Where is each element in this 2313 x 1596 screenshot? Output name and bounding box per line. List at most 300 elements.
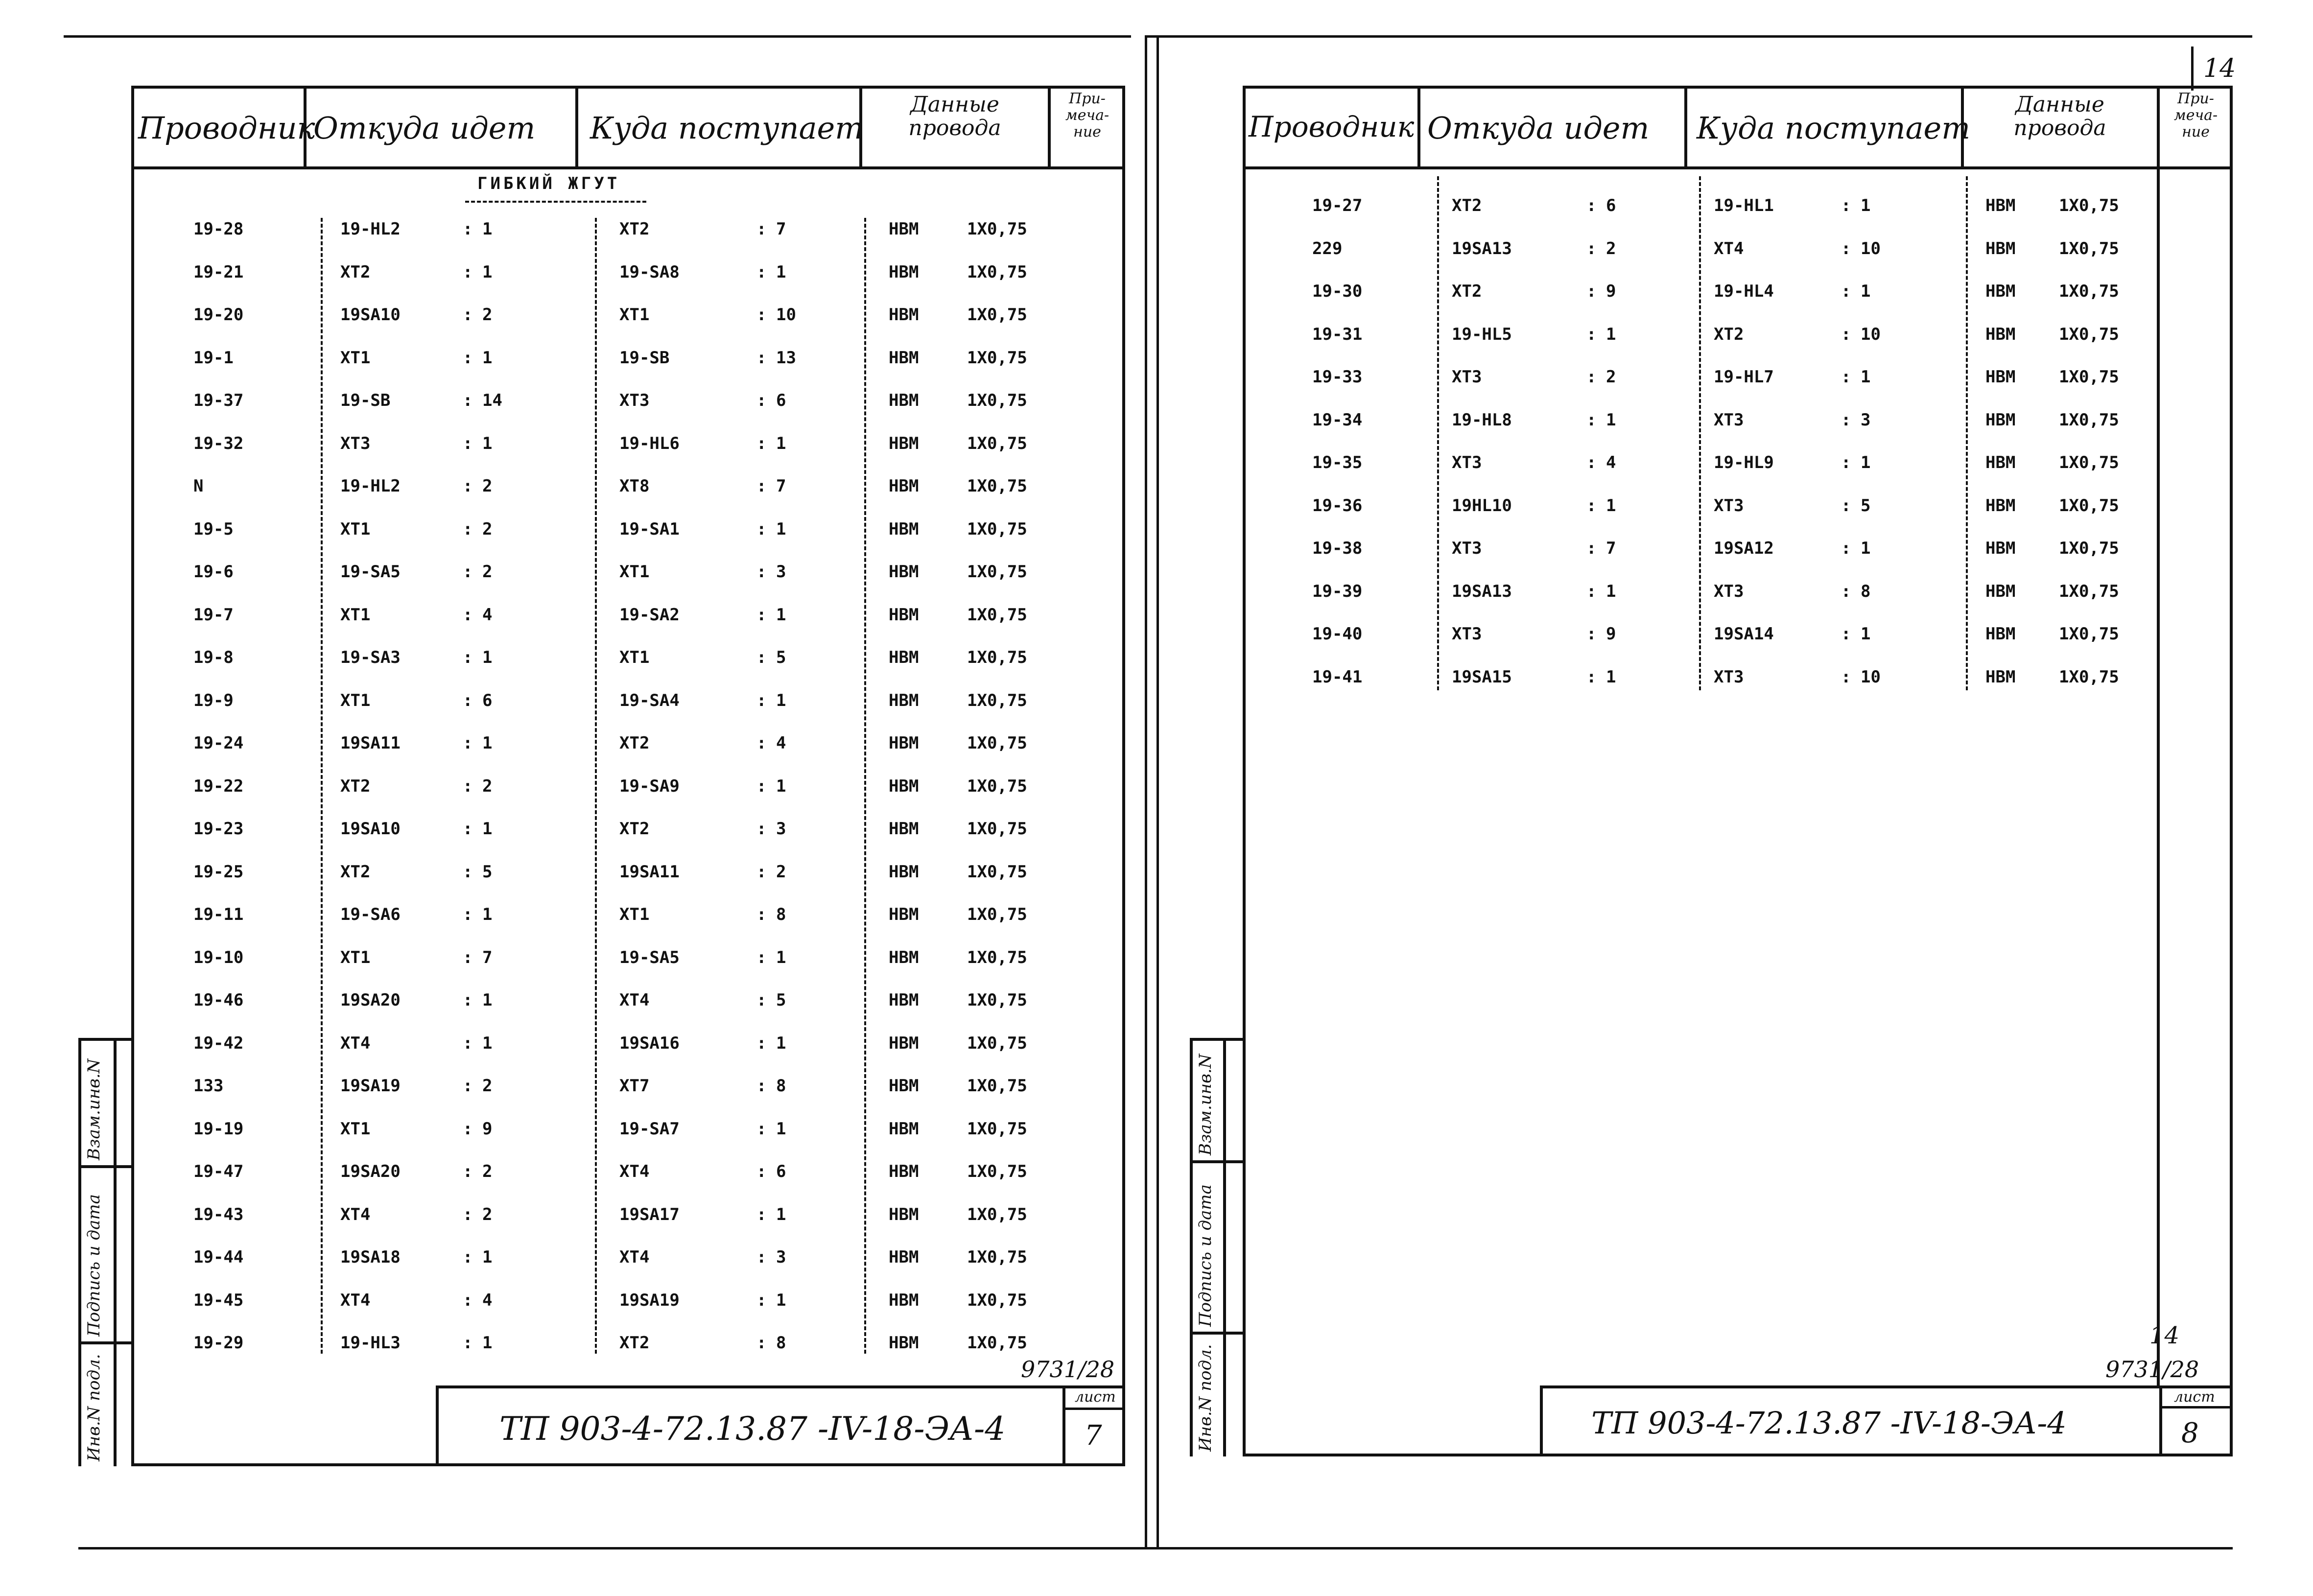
- from-terminal: 2: [482, 1076, 493, 1096]
- terminal-colon: :: [1841, 282, 1851, 301]
- from-device: XT3: [1452, 624, 1482, 644]
- terminal-colon: :: [756, 1033, 767, 1053]
- wire-type: НВМ: [889, 519, 919, 539]
- terminal-colon: :: [1586, 624, 1597, 644]
- bottom-edge-line: [78, 1547, 2233, 1549]
- to-terminal: 1: [1861, 367, 1871, 387]
- right-header-data: [1964, 93, 2155, 140]
- to-terminal: 10: [776, 305, 796, 325]
- wire-type: НВМ: [889, 947, 919, 967]
- terminal-colon: :: [1841, 367, 1851, 387]
- header-note-line-3: ние: [1073, 123, 1101, 141]
- to-terminal: 5: [776, 990, 786, 1010]
- from-terminal: 2: [1606, 367, 1616, 387]
- from-terminal: 2: [482, 1204, 493, 1224]
- header-note-line-1: При-: [2177, 90, 2214, 107]
- right-side-label-sign: Подпись и дата: [1196, 1184, 1215, 1327]
- wire-type: НВМ: [1985, 410, 2016, 430]
- wire-type: НВМ: [889, 305, 919, 325]
- to-terminal: 4: [776, 733, 786, 753]
- from-device: XT2: [340, 776, 371, 796]
- terminal-colon: :: [756, 947, 767, 967]
- wire-id: 19-38: [1312, 539, 1363, 558]
- from-terminal: 4: [482, 1290, 493, 1310]
- wire-size: 1X0,75: [967, 776, 1027, 796]
- wire-id: 19-22: [193, 776, 244, 796]
- from-terminal: 1: [1606, 495, 1616, 516]
- terminal-colon: :: [463, 1162, 473, 1181]
- wire-size: 1X0,75: [2059, 539, 2119, 558]
- from-terminal: 5: [482, 862, 493, 882]
- header-data-line-1: Данные: [2015, 92, 2104, 117]
- to-device: 19-HL9: [1714, 453, 1774, 472]
- to-terminal: 1: [776, 1033, 786, 1053]
- wire-type: НВМ: [889, 690, 919, 710]
- terminal-colon: :: [756, 1162, 767, 1181]
- to-terminal: 3: [776, 562, 786, 582]
- terminal-colon: :: [1586, 539, 1597, 558]
- terminal-colon: :: [463, 1204, 473, 1224]
- from-terminal: 9: [482, 1119, 493, 1139]
- from-terminal: 1: [482, 1033, 493, 1053]
- wire-size: 1X0,75: [967, 391, 1027, 410]
- right-header-conductor: Проводник: [1249, 110, 1415, 143]
- left-col-rule-4: [1048, 86, 1051, 166]
- from-device: XT1: [340, 348, 371, 368]
- from-device: 19-HL2: [340, 476, 401, 496]
- terminal-colon: :: [756, 776, 767, 796]
- wire-size: 1X0,75: [967, 1162, 1027, 1181]
- terminal-colon: :: [463, 605, 473, 625]
- terminal-colon: :: [463, 905, 473, 924]
- terminal-colon: :: [756, 990, 767, 1010]
- to-terminal: 5: [776, 648, 786, 667]
- terminal-colon: :: [463, 733, 473, 753]
- to-terminal: 1: [776, 1119, 786, 1139]
- terminal-colon: :: [463, 862, 473, 882]
- wire-type: НВМ: [889, 1247, 919, 1267]
- wire-id: 19-28: [193, 219, 244, 239]
- from-terminal: 1: [482, 733, 493, 753]
- wire-id: 19-47: [193, 1162, 244, 1181]
- left-sep-to: [595, 218, 597, 1354]
- right-sheet-label: лист: [2174, 1388, 2215, 1406]
- to-device: 19SA16: [619, 1033, 680, 1053]
- terminal-colon: :: [463, 1333, 473, 1353]
- right-col-rule-1: [1417, 86, 1420, 166]
- wire-type: НВМ: [889, 391, 919, 410]
- wire-id: 19-23: [193, 819, 244, 839]
- to-terminal: 1: [1861, 539, 1871, 558]
- wire-id: 19-24: [193, 733, 244, 753]
- wire-id: 19-6: [193, 562, 234, 582]
- to-terminal: 1: [776, 1290, 786, 1310]
- wire-size: 1X0,75: [967, 605, 1027, 625]
- to-terminal: 1: [776, 947, 786, 967]
- to-terminal: 2: [776, 862, 786, 882]
- left-side-label-replace: Взам.инв.N: [84, 1058, 104, 1160]
- terminal-colon: :: [463, 262, 473, 282]
- header-note-line-2: меча-: [1065, 107, 1109, 124]
- terminal-colon: :: [463, 562, 473, 582]
- wire-type: НВМ: [1985, 196, 2016, 215]
- right-strip-top: [1190, 1038, 1244, 1041]
- left-strip-div-1: [78, 1165, 132, 1168]
- to-device: XT7: [619, 1076, 650, 1096]
- wire-type: НВМ: [889, 819, 919, 839]
- from-device: 19SA15: [1452, 667, 1512, 687]
- terminal-colon: :: [756, 862, 767, 882]
- terminal-colon: :: [756, 305, 767, 325]
- from-terminal: 1: [482, 648, 493, 667]
- terminal-colon: :: [1841, 238, 1851, 258]
- from-device: 19-SA5: [340, 562, 401, 582]
- to-device: XT3: [619, 391, 650, 410]
- to-device: XT4: [619, 1247, 650, 1267]
- to-device: XT3: [1714, 410, 1744, 430]
- terminal-colon: :: [463, 1076, 473, 1096]
- terminal-colon: :: [463, 690, 473, 710]
- wire-type: НВМ: [1985, 453, 2016, 472]
- right-strip-rule: [1223, 1038, 1226, 1456]
- to-device: 19-SA9: [619, 776, 680, 796]
- wire-id: 19-5: [193, 519, 234, 539]
- terminal-colon: :: [463, 776, 473, 796]
- to-device: 19-SB: [619, 348, 670, 368]
- to-device: 19SA17: [619, 1204, 680, 1224]
- wire-size: 1X0,75: [967, 947, 1027, 967]
- right-side-label-inv: Инв.N подл.: [1196, 1344, 1215, 1452]
- from-device: 19SA20: [340, 990, 401, 1010]
- to-terminal: 10: [1861, 667, 1881, 687]
- wire-type: НВМ: [1985, 539, 2016, 558]
- terminal-colon: :: [756, 219, 767, 239]
- wire-type: НВМ: [889, 733, 919, 753]
- from-terminal: 2: [482, 1162, 493, 1181]
- to-terminal: 3: [776, 819, 786, 839]
- wire-size: 1X0,75: [967, 690, 1027, 710]
- left-strip-div-2: [78, 1341, 132, 1344]
- from-terminal: 4: [1606, 453, 1616, 472]
- wire-size: 1X0,75: [967, 990, 1027, 1010]
- from-device: XT2: [340, 862, 371, 882]
- from-device: 19SA11: [340, 733, 401, 753]
- to-device: XT2: [619, 819, 650, 839]
- wire-size: 1X0,75: [967, 1290, 1027, 1310]
- to-device: XT4: [619, 990, 650, 1010]
- right-sep-data: [1966, 176, 1968, 690]
- wire-type: НВМ: [889, 562, 919, 582]
- from-terminal: 2: [482, 776, 493, 796]
- wire-type: НВМ: [1985, 581, 2016, 601]
- left-sep-from: [321, 218, 323, 1354]
- to-terminal: 10: [1861, 324, 1881, 344]
- from-device: 19SA19: [340, 1076, 401, 1096]
- to-terminal: 1: [776, 262, 786, 282]
- from-terminal: 6: [482, 690, 493, 710]
- to-device: 19SA12: [1714, 539, 1774, 558]
- wire-size: 1X0,75: [967, 1247, 1027, 1267]
- wire-size: 1X0,75: [967, 433, 1027, 453]
- wire-type: НВМ: [1985, 282, 2016, 301]
- terminal-colon: :: [756, 476, 767, 496]
- right-col-rule-4: [2157, 86, 2160, 166]
- from-terminal: 2: [482, 562, 493, 582]
- right-side-label-replace: Взам.инв.N: [1196, 1054, 1215, 1155]
- wire-id: 19-8: [193, 648, 234, 667]
- to-device: 19SA19: [619, 1290, 680, 1310]
- from-terminal: 1: [482, 1247, 493, 1267]
- to-device: XT4: [619, 1162, 650, 1181]
- terminal-colon: :: [463, 391, 473, 410]
- from-terminal: 7: [1606, 539, 1616, 558]
- terminal-colon: :: [756, 433, 767, 453]
- to-terminal: 8: [776, 1076, 786, 1096]
- terminal-colon: :: [756, 519, 767, 539]
- wire-size: 1X0,75: [967, 819, 1027, 839]
- wire-id: 19-29: [193, 1333, 244, 1353]
- to-terminal: 1: [1861, 624, 1871, 644]
- from-device: XT2: [340, 262, 371, 282]
- terminal-colon: :: [756, 1076, 767, 1096]
- from-device: XT1: [340, 690, 371, 710]
- right-header-rule: [1243, 166, 2233, 169]
- wire-type: НВМ: [889, 648, 919, 667]
- wire-id: 19-20: [193, 305, 244, 325]
- wire-type: НВМ: [1985, 324, 2016, 344]
- wire-size: 1X0,75: [2059, 495, 2119, 516]
- wire-type: НВМ: [889, 905, 919, 924]
- wire-size: 1X0,75: [967, 562, 1027, 582]
- wire-id: 19-10: [193, 947, 244, 967]
- right-handwritten-mark: 14: [2149, 1322, 2180, 1349]
- from-device: XT1: [340, 605, 371, 625]
- from-device: 19SA18: [340, 1247, 401, 1267]
- terminal-colon: :: [463, 348, 473, 368]
- wire-id: 19-21: [193, 262, 244, 282]
- from-terminal: 1: [1606, 324, 1616, 344]
- terminal-colon: :: [756, 562, 767, 582]
- from-terminal: 1: [482, 1333, 493, 1353]
- group-title: ГИБКИЙ ЖГУТ: [477, 174, 620, 193]
- wire-size: 1X0,75: [967, 348, 1027, 368]
- from-terminal: 9: [1606, 282, 1616, 301]
- to-device: 19-HL1: [1714, 196, 1774, 215]
- wire-size: 1X0,75: [967, 905, 1027, 924]
- terminal-colon: :: [1841, 410, 1851, 430]
- to-device: XT8: [619, 476, 650, 496]
- wire-size: 1X0,75: [967, 1033, 1027, 1053]
- terminal-colon: :: [463, 1290, 473, 1310]
- to-device: 19-SA2: [619, 605, 680, 625]
- to-terminal: 1: [776, 519, 786, 539]
- terminal-colon: :: [756, 819, 767, 839]
- wire-id: 19-39: [1312, 581, 1363, 601]
- terminal-colon: :: [756, 1119, 767, 1139]
- from-terminal: 6: [1606, 196, 1616, 215]
- wire-type: НВМ: [889, 605, 919, 625]
- wire-size: 1X0,75: [2059, 581, 2119, 601]
- wire-id: 19-7: [193, 605, 234, 625]
- terminal-colon: :: [1841, 667, 1851, 687]
- wire-type: НВМ: [889, 1290, 919, 1310]
- from-device: 19SA13: [1452, 238, 1512, 258]
- to-device: 19SA14: [1714, 624, 1774, 644]
- wire-type: НВМ: [889, 476, 919, 496]
- wire-id: 19-36: [1312, 495, 1363, 516]
- right-sep-from: [1437, 176, 1439, 690]
- wire-size: 1X0,75: [967, 1333, 1027, 1353]
- right-sheet-number: 8: [2181, 1417, 2199, 1449]
- left-strip-rule: [114, 1038, 117, 1466]
- to-terminal: 1: [776, 605, 786, 625]
- wire-size: 1X0,75: [2059, 667, 2119, 687]
- terminal-colon: :: [756, 905, 767, 924]
- header-data-line-1: Данные: [910, 92, 999, 117]
- wire-id: 19-25: [193, 862, 244, 882]
- wire-size: 1X0,75: [967, 733, 1027, 753]
- to-terminal: 6: [776, 391, 786, 410]
- right-sep-to: [1699, 176, 1701, 690]
- from-terminal: 1: [482, 990, 493, 1010]
- from-device: 19-HL2: [340, 219, 401, 239]
- terminal-colon: :: [463, 305, 473, 325]
- header-data-line-2: провода: [2013, 116, 2106, 141]
- from-device: XT3: [1452, 367, 1482, 387]
- wire-size: 1X0,75: [2059, 238, 2119, 258]
- right-col-rule-2: [1684, 86, 1687, 166]
- from-terminal: 1: [482, 819, 493, 839]
- terminal-colon: :: [1586, 324, 1597, 344]
- to-device: 19-SA5: [619, 947, 680, 967]
- terminal-colon: :: [1841, 539, 1851, 558]
- from-device: XT1: [340, 519, 371, 539]
- wire-size: 1X0,75: [2059, 624, 2119, 644]
- from-device: XT1: [340, 947, 371, 967]
- from-device: 19HL10: [1452, 495, 1512, 516]
- wire-id: 19-44: [193, 1247, 244, 1267]
- terminal-colon: :: [463, 219, 473, 239]
- terminal-colon: :: [1841, 453, 1851, 472]
- wire-id: 19-27: [1312, 196, 1363, 215]
- terminal-colon: :: [463, 990, 473, 1010]
- wire-id: N: [193, 476, 204, 496]
- from-device: 19-SB: [340, 391, 391, 410]
- page-divider-left: [1145, 35, 1147, 1548]
- terminal-colon: :: [463, 1033, 473, 1053]
- corner-box-rule: [2191, 47, 2194, 91]
- wire-type: НВМ: [889, 862, 919, 882]
- left-col-rule-2: [575, 86, 578, 166]
- terminal-colon: :: [756, 348, 767, 368]
- right-note-column-rule: [2157, 166, 2160, 1385]
- wire-type: НВМ: [889, 1333, 919, 1353]
- from-terminal: 1: [1606, 667, 1616, 687]
- to-terminal: 1: [1861, 196, 1871, 215]
- terminal-colon: :: [756, 1290, 767, 1310]
- to-device: XT2: [619, 1333, 650, 1353]
- wire-type: НВМ: [889, 1204, 919, 1224]
- terminal-colon: :: [1586, 495, 1597, 516]
- right-header-from: Откуда идет: [1427, 110, 1650, 146]
- from-device: 19-SA3: [340, 648, 401, 667]
- left-sep-data: [864, 218, 866, 1354]
- to-device: XT3: [1714, 667, 1744, 687]
- to-terminal: 3: [1861, 410, 1871, 430]
- to-device: 19-HL6: [619, 433, 680, 453]
- to-terminal: 13: [776, 348, 796, 368]
- wire-id: 19-1: [193, 348, 234, 368]
- to-device: XT1: [619, 305, 650, 325]
- to-device: XT3: [1714, 495, 1744, 516]
- header-note-line-2: меча-: [2173, 107, 2218, 124]
- terminal-colon: :: [1586, 196, 1597, 215]
- to-device: 19-SA8: [619, 262, 680, 282]
- terminal-colon: :: [756, 391, 767, 410]
- wire-id: 19-40: [1312, 624, 1363, 644]
- wire-id: 19-41: [1312, 667, 1363, 687]
- to-device: 19-SA1: [619, 519, 680, 539]
- from-terminal: 2: [482, 519, 493, 539]
- to-device: XT1: [619, 905, 650, 924]
- from-terminal: 1: [482, 433, 493, 453]
- terminal-colon: :: [756, 690, 767, 710]
- wire-id: 19-30: [1312, 282, 1363, 301]
- header-data-line-2: провода: [908, 116, 1001, 141]
- to-device: 19-SA4: [619, 690, 680, 710]
- to-terminal: 1: [1861, 282, 1871, 301]
- to-device: XT4: [1714, 238, 1744, 258]
- left-archive-number: 9731/28: [1021, 1356, 1115, 1383]
- terminal-colon: :: [1586, 282, 1597, 301]
- wire-id: 19-46: [193, 990, 244, 1010]
- wire-size: 1X0,75: [967, 1076, 1027, 1096]
- from-terminal: 1: [1606, 581, 1616, 601]
- from-device: XT2: [1452, 282, 1482, 301]
- wire-id: 229: [1312, 238, 1343, 258]
- left-header-conductor: Проводник: [138, 110, 315, 146]
- right-stamp-code: ТП 903-4-72.13.87 -IV-18-ЭА-4: [1591, 1405, 2067, 1441]
- wire-type: НВМ: [889, 433, 919, 453]
- left-header-to: Куда поступает: [590, 110, 864, 146]
- wire-type: НВМ: [889, 262, 919, 282]
- wire-size: 1X0,75: [2059, 196, 2119, 215]
- from-terminal: 9: [1606, 624, 1616, 644]
- from-terminal: 14: [482, 391, 502, 410]
- to-device: 19-SA7: [619, 1119, 680, 1139]
- from-device: XT2: [1452, 196, 1482, 215]
- from-terminal: 4: [482, 605, 493, 625]
- left-stamp-code: ТП 903-4-72.13.87 -IV-18-ЭА-4: [499, 1410, 1006, 1448]
- header-note-line-3: ние: [2182, 123, 2210, 141]
- from-terminal: 2: [482, 476, 493, 496]
- terminal-colon: :: [463, 819, 473, 839]
- from-device: 19-HL8: [1452, 410, 1512, 430]
- to-terminal: 1: [1861, 453, 1871, 472]
- from-device: 19-SA6: [340, 905, 401, 924]
- wire-type: НВМ: [889, 776, 919, 796]
- terminal-colon: :: [1586, 667, 1597, 687]
- left-sheet-label: лист: [1075, 1388, 1116, 1406]
- left-header-from: Откуда идет: [313, 110, 536, 146]
- terminal-colon: :: [1586, 453, 1597, 472]
- terminal-colon: :: [1841, 624, 1851, 644]
- right-title-block-divider: [2159, 1385, 2162, 1456]
- header-note-line-1: При-: [1069, 90, 1106, 107]
- terminal-colon: :: [1586, 581, 1597, 601]
- from-terminal: 1: [482, 905, 493, 924]
- wire-type: НВМ: [1985, 238, 2016, 258]
